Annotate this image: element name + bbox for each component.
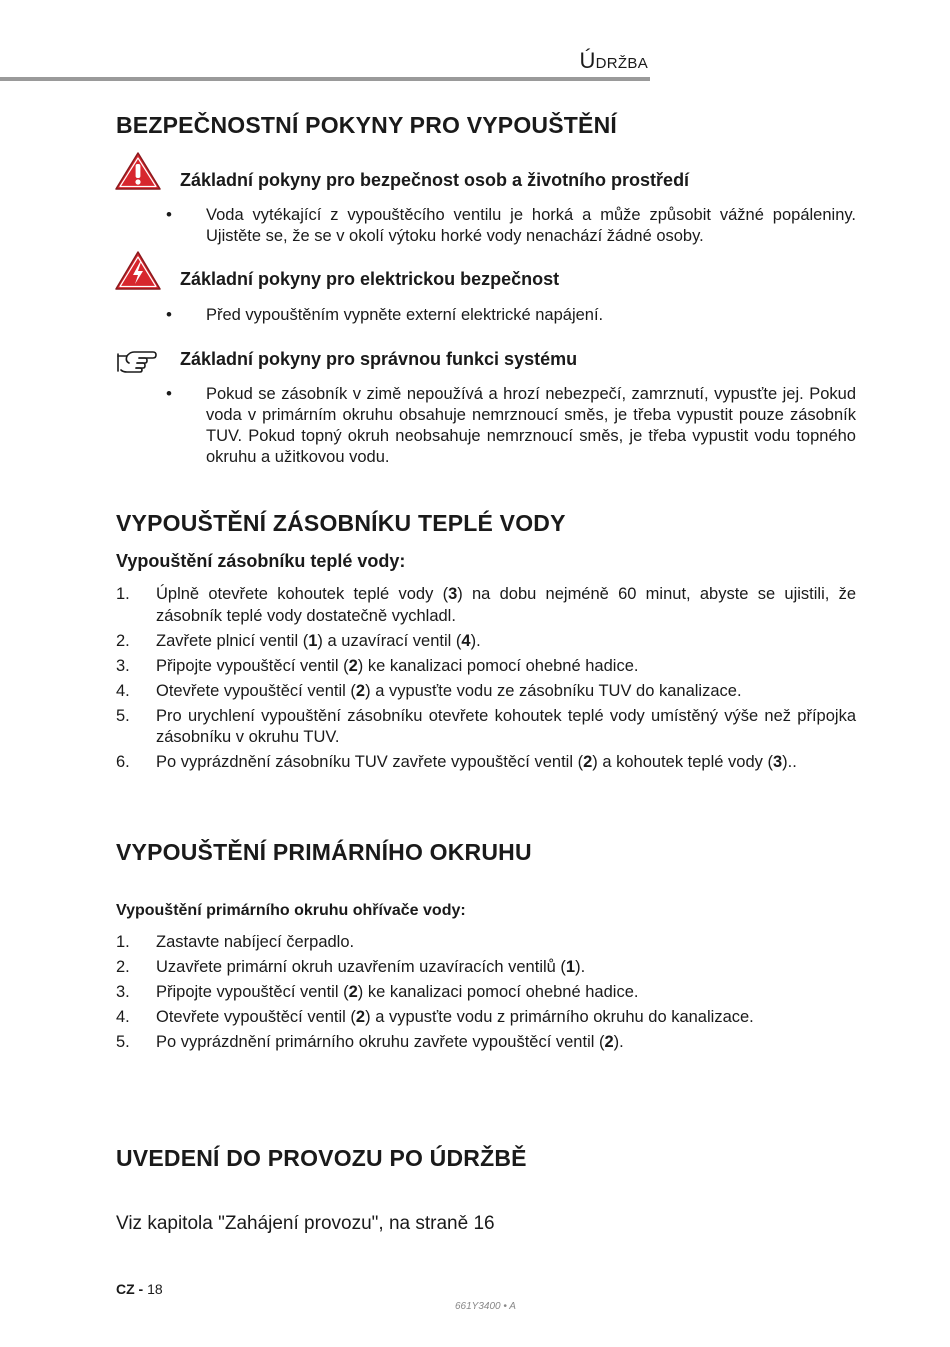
step-ref-number: 1 [565, 958, 576, 976]
step-ref-number: 2 [583, 753, 593, 771]
step-text: Otevřete vypouštěcí ventil ( [156, 681, 356, 700]
step-text: Po vyprázdnění zásobníku TUV zavřete vypouštěcí ventil ( [156, 753, 584, 771]
footer-separator: - [134, 1281, 148, 1297]
step-number: 1. [116, 585, 130, 603]
electric-hazard-icon [114, 250, 162, 292]
step-ref-number: 2 [355, 681, 366, 700]
list-item [116, 681, 856, 703]
step-text: Zavřete plnicí ventil ( [156, 631, 309, 650]
safety-text-electric: Před vypouštěním vypněte externí elektrické napájení. [206, 306, 604, 324]
step-text: Připojte vypouštěcí ventil ( [156, 656, 349, 675]
step-text: Zastavte nabíjecí čerpadlo. [156, 933, 355, 951]
step-text: ) ke kanalizaci pomocí ohebné hadice. [357, 983, 639, 1001]
step-text: ). [613, 1033, 624, 1051]
section-title-primary: VYPOUŠTĚNÍ PRIMÁRNÍHO OKRUHU [116, 839, 532, 865]
warning-triangle-icon [114, 151, 162, 191]
safety-text-function: Pokud se zásobník v zimě nepoužívá a hrozí nebezpečí, zamrznutí, vypusťte jej. Pokud voda v primárním okruhu obsahuje nemrznoucí směs, je třeba vypustit pouze zásobník TUV. Pokud topný okruh neobsahuje nemrznoucí směs, je třeba vypustit vodu topného okruhu a užitkovou vodu. [206, 385, 856, 466]
step-number: 4. [116, 681, 130, 700]
restart-text: Viz kapitola "Zahájení provozu", na straně 16 [116, 1213, 495, 1234]
list-item [116, 584, 856, 627]
primary-steps-list [116, 932, 856, 1057]
tank-subtitle: Vypouštění zásobníku teplé vody: [116, 551, 406, 571]
step-text: Připojte vypouštěcí ventil ( [156, 983, 349, 1001]
document-code: 661Y3400 • A [455, 1301, 516, 1312]
list-item [116, 1032, 856, 1054]
safety-heading-function: Základní pokyny pro správnou funkci systému [180, 349, 578, 369]
section-title-restart: UVEDENÍ DO PROVOZU PO ÚDRŽBĚ [116, 1145, 527, 1171]
step-text: Po vyprázdnění primárního okruhu zavřete vypouštěcí ventil ( [156, 1033, 605, 1051]
pointing-hand-icon [115, 349, 159, 375]
page-number [116, 1281, 163, 1297]
section-title-tank: VYPOUŠTĚNÍ ZÁSOBNÍKU TEPLÉ VODY [116, 510, 566, 536]
step-text: ). [470, 631, 481, 650]
safety-heading-persons: Základní pokyny pro bezpečnost osob a životního prostředí [180, 170, 690, 190]
bullet: • [166, 305, 172, 324]
step-number: 5. [116, 706, 130, 725]
bullet: • [166, 384, 172, 403]
step-text: Úplně otevřete kohoutek teplé vody ( [156, 585, 449, 603]
bullet: • [166, 205, 172, 224]
step-text: ) a kohoutek teplé vody ( [592, 753, 773, 771]
step-number: 3. [116, 983, 130, 1001]
list-item [116, 982, 856, 1004]
primary-subtitle: Vypouštění primárního okruhu ohřívače vody: [116, 902, 466, 919]
list-item [116, 706, 856, 749]
tank-steps-list [116, 584, 856, 777]
step-ref-number: 2 [348, 656, 358, 675]
list-item [116, 932, 856, 954]
step-number: 5. [116, 1033, 130, 1051]
step-text: ) a vypusťte vodu ze zásobníku TUV do kanalizace. [365, 681, 742, 700]
step-ref-number: 3 [772, 753, 783, 771]
header-rule [0, 77, 650, 81]
section-title-safety: BEZPEČNOSTNÍ POKYNY PRO VYPOUŠTĚNÍ [116, 112, 617, 138]
step-text: ). [575, 958, 586, 976]
step-ref-number: 2 [604, 1033, 614, 1051]
step-text: Otevřete vypouštěcí ventil ( [156, 1008, 356, 1026]
running-title: Údržba [579, 48, 648, 73]
step-ref-number: 2 [355, 1008, 366, 1026]
step-ref-number: 2 [348, 983, 358, 1001]
step-number: 1. [116, 933, 130, 951]
footer-lang: CZ [116, 1281, 135, 1297]
step-text: ).. [782, 753, 797, 771]
list-item [116, 631, 856, 653]
step-ref-number: 1 [308, 631, 318, 650]
step-number: 4. [116, 1008, 130, 1026]
list-item [116, 656, 856, 678]
list-item [116, 957, 856, 979]
step-text: ) a vypusťte vodu z primárního okruhu do kanalizace. [365, 1008, 754, 1026]
step-text: Uzavřete primární okruh uzavřením uzavíracích ventilů ( [156, 958, 566, 976]
safety-heading-electric: Základní pokyny pro elektrickou bezpečnost [180, 269, 560, 289]
step-number: 2. [116, 958, 130, 976]
footer-page: 18 [147, 1281, 163, 1297]
step-text: ) a uzavírací ventil ( [317, 631, 462, 650]
list-item [116, 1007, 856, 1029]
step-ref-number: 3 [448, 585, 458, 603]
step-number: 3. [116, 656, 130, 675]
step-text: Pro urychlení vypouštění zásobníku otevřete kohoutek teplé vody umístěný výše než přípojka zásobníku v okruhu TUV. [156, 706, 856, 746]
safety-text-persons: Voda vytékající z vypouštěcího ventilu je horká a může způsobit vážné popáleniny. Ujistěte se, že se v okolí výtoku horké vody nenachází žádné osoby. [206, 206, 856, 245]
step-text: ) na dobu nejméně 60 minut, abyste se ujistili, že zásobník teplé vody dostatečně vychladl. [156, 585, 856, 625]
step-number: 6. [116, 753, 130, 771]
step-number: 2. [116, 631, 130, 650]
step-ref-number: 4 [461, 631, 471, 650]
step-text: ) ke kanalizaci pomocí ohebné hadice. [357, 656, 639, 675]
list-item [116, 752, 856, 774]
